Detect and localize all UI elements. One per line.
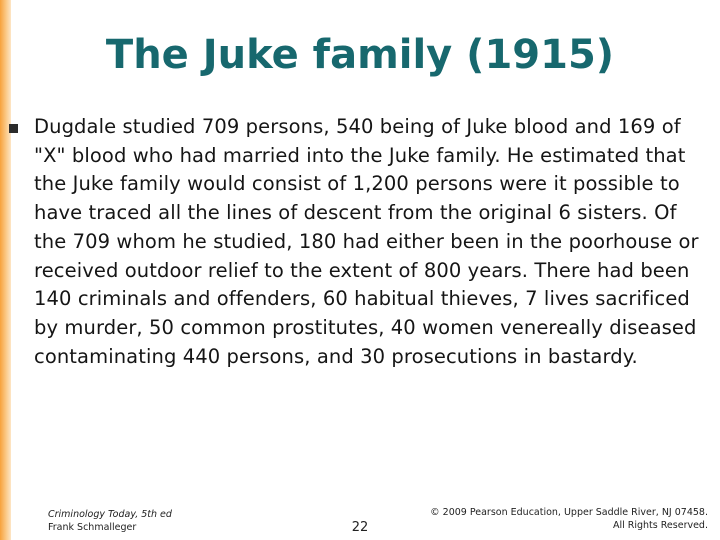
slide-body-text: Dugdale studied 709 persons, 540 being of Juke blood and 169 of "X" blood who had married into the Juke family. He estimated that the Juke family would consist of 1,200 persons were it possible to have traced all the lines of descent from the original 6 sisters. Of the 709 whom he studied, 180 had either been in the poorhouse or received outdoor relief to the extent of 800 years. There had been 140 criminals and offenders, 60 habitual thieves, 7 lives sacrificed by murder, 50 common prostitutes, 40 women venereally diseased contaminating 440 persons, and 30 prosecutions in bastardy. — [34, 115, 699, 368]
footer-author: Frank Schmalleger — [48, 522, 137, 533]
square-bullet-icon — [9, 124, 18, 133]
slide-title: The Juke family (1915) — [105, 32, 615, 78]
footer-book-info — [48, 508, 172, 534]
footer-copyright — [408, 506, 708, 532]
footer-book-title: Criminology Today, 5th ed — [48, 509, 172, 520]
copyright-line-2: All Rights Reserved. — [612, 520, 708, 531]
orange-side-bar — [0, 0, 11, 540]
copyright-line-1: © 2009 Pearson Education, Upper Saddle River, NJ 07458. — [430, 507, 708, 518]
page-number: 22 — [351, 520, 369, 535]
